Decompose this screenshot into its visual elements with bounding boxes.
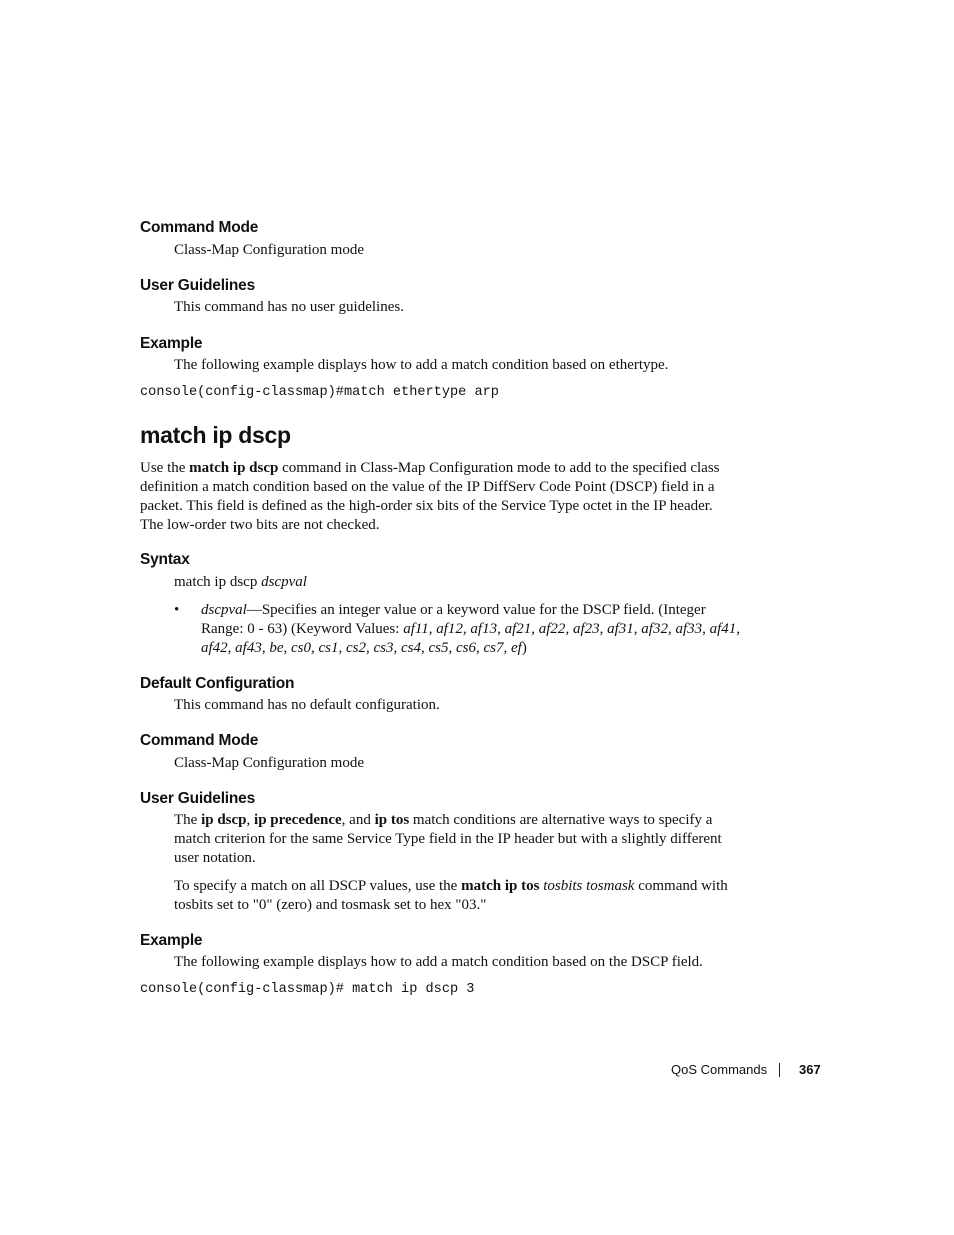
dscp-keyword: cs1 <box>318 640 339 656</box>
ug-match-ip-tos: match ip tos <box>461 878 540 894</box>
dscp-keyword: af33 <box>675 621 703 637</box>
dscpval-description <box>201 601 740 658</box>
keyword-separator: , <box>476 640 484 656</box>
dscp-keyword: af11 <box>403 621 429 637</box>
ug-p1-pre: The <box>174 812 202 828</box>
keyword-separator: , <box>283 640 292 656</box>
command-mode-heading-2: Command Mode <box>140 732 259 749</box>
keyword-list-line3 <box>201 640 522 656</box>
syntax-line <box>174 573 307 592</box>
user-guidelines-paragraph-1 <box>174 811 722 868</box>
dscp-keyword: af42 <box>201 640 228 656</box>
dscp-keyword: cs2 <box>346 640 367 656</box>
keyword-list-line2 <box>403 621 740 637</box>
dscp-keyword: be <box>269 640 284 656</box>
keyword-separator: , <box>428 621 437 637</box>
command-mode-text-2: Class-Map Configuration mode <box>174 755 364 771</box>
example-code: console(config-classmap)#match ethertype arp <box>140 385 499 400</box>
dscpval-line1-rest: —Specifies an integer value or a keyword value for the DSCP field. (Integer <box>246 602 706 618</box>
user-guidelines-heading-2: User Guidelines <box>140 790 256 807</box>
command-mode-text: Class-Map Configuration mode <box>174 242 364 258</box>
dscp-keyword: af22 <box>538 621 566 637</box>
ug-p1-line-2: match criterion for the same Service Type field in the IP header but with a slightly different <box>174 831 722 847</box>
section-title: match ip dscp <box>140 422 291 448</box>
bullet-marker: • <box>174 602 180 618</box>
ug-p2-line1-rest: command with <box>634 878 728 894</box>
intro-line-3: packet. This field is defined as the high-order six bits of the Service Type octet in the IP header. <box>140 498 713 514</box>
example-text: The following example displays how to add a match condition based on ethertype. <box>174 357 669 373</box>
syntax-argument: dscpval <box>261 574 307 590</box>
dscp-keyword: af43 <box>235 640 262 656</box>
dscp-keyword: af23 <box>572 621 600 637</box>
dscp-keyword: cs6 <box>456 640 477 656</box>
footer-page-number: 367 <box>799 1062 821 1077</box>
syntax-heading: Syntax <box>140 551 190 568</box>
keyword-separator: , <box>736 621 741 637</box>
syntax-command: match ip dscp <box>174 574 258 590</box>
ug-p1-line1-rest: match conditions are alternative ways to specify a <box>409 812 713 828</box>
keyword-separator: , <box>421 640 429 656</box>
ug-p1-line-3: user notation. <box>174 850 256 866</box>
dscpval-line-1 <box>201 601 740 620</box>
ug-ip-tos: ip tos <box>374 812 410 828</box>
keyword-separator: , <box>599 621 608 637</box>
intro-line-4: The low-order two bits are not checked. <box>140 517 380 533</box>
dscpval-line-2 <box>201 620 740 639</box>
command-mode-heading: Command Mode <box>140 219 259 236</box>
dscp-keyword: af21 <box>504 621 532 637</box>
keyword-separator: , <box>503 640 512 656</box>
ug-and: , and <box>341 812 375 828</box>
dscp-keyword: af41 <box>709 621 737 637</box>
user-guidelines-paragraph-2 <box>174 877 728 915</box>
dscp-keyword: af13 <box>470 621 498 637</box>
dscp-keyword: af31 <box>607 621 634 637</box>
ug-tosbits-tosmask: tosbits tosmask <box>543 878 635 894</box>
keyword-separator: , <box>702 621 710 637</box>
ug-p2-pre: To specify a match on all DSCP values, use the <box>174 878 462 894</box>
default-config-text: This command has no default configuration. <box>174 697 440 713</box>
dscp-keyword: cs5 <box>428 640 449 656</box>
intro-line-1 <box>140 459 720 478</box>
keyword-list-close: ) <box>521 640 527 656</box>
dscpval-line-3 <box>201 639 740 658</box>
ug-p1-line-1 <box>174 811 722 830</box>
ug-ip-dscp: ip dscp <box>201 812 247 828</box>
dscp-keyword: af32 <box>641 621 668 637</box>
intro-line1-rest: command in Class-Map Configuration mode to add to the specified class <box>278 460 720 476</box>
keyword-separator: , <box>366 640 374 656</box>
dscp-keyword: cs0 <box>291 640 312 656</box>
dscp-keyword: af12 <box>436 621 463 637</box>
user-guidelines-heading: User Guidelines <box>140 277 256 294</box>
ug-comma-1: , <box>246 812 255 828</box>
intro-command: match ip dscp <box>189 460 279 476</box>
dscpval-term: dscpval <box>201 602 247 618</box>
dscp-keyword: ef <box>511 640 522 656</box>
dscpval-range-text: Range: 0 - 63) (Keyword Values: <box>201 621 404 637</box>
keyword-separator: , <box>531 621 539 637</box>
keyword-separator: , <box>261 640 270 656</box>
intro-line-2: definition a match condition based on the value of the IP DiffServ Code Point (DSCP) field in a <box>140 479 715 495</box>
default-config-heading: Default Configuration <box>140 675 295 692</box>
dscp-keyword: cs3 <box>373 640 394 656</box>
dscp-keyword: cs4 <box>401 640 422 656</box>
keyword-separator: , <box>497 621 505 637</box>
keyword-separator: , <box>565 621 573 637</box>
user-guidelines-text: This command has no user guidelines. <box>174 299 404 315</box>
ug-p2-line-2: tosbits set to "0" (zero) and tosmask set to hex "03." <box>174 897 487 913</box>
keyword-separator: , <box>227 640 236 656</box>
ug-ip-precedence: ip precedence <box>254 812 342 828</box>
keyword-separator: , <box>667 621 676 637</box>
intro-pre: Use the <box>140 460 190 476</box>
ug-p2-line-1 <box>174 877 728 896</box>
keyword-separator: , <box>338 640 347 656</box>
example-code-2: console(config-classmap)# match ip dscp 3 <box>140 982 475 997</box>
dscp-keyword: cs7 <box>483 640 504 656</box>
example-text-2: The following example displays how to add a match condition based on the DSCP field. <box>174 954 703 970</box>
example-heading: Example <box>140 335 203 352</box>
keyword-separator: , <box>393 640 402 656</box>
keyword-separator: , <box>311 640 319 656</box>
example-heading-2: Example <box>140 932 203 949</box>
keyword-separator: , <box>448 640 457 656</box>
footer-chapter: QoS Commands <box>671 1062 768 1077</box>
keyword-separator: , <box>462 621 471 637</box>
intro-paragraph <box>140 459 720 535</box>
keyword-separator: , <box>633 621 642 637</box>
footer-divider <box>779 1063 780 1077</box>
